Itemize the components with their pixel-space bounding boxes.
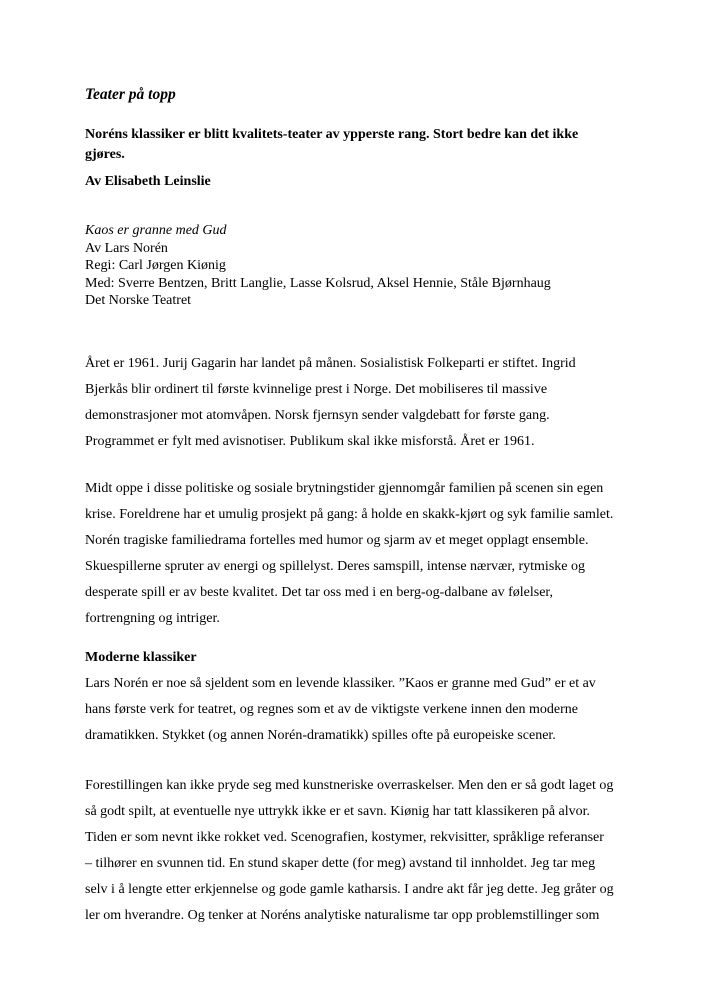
text-line: selv i å lengte etter erkjennelse og gode gamle katharsis. I andre akt får jeg dette. Jeg gråter og (85, 881, 614, 897)
text-line: Forestillingen kan ikke pryde seg med kunstneriske overraskelser. Men den er så godt laget og (85, 777, 614, 793)
body-paragraph-4 (85, 773, 647, 929)
article-byline: Av Elisabeth Leinslie (85, 174, 211, 189)
text-line: – tilhører en svunnen tid. En stund skaper dette (for meg) avstand til innholdet. Jeg tar meg (85, 855, 596, 871)
production-credits (85, 222, 647, 310)
text-line: Bjerkås blir ordinert til første kvinnelige prest i Norge. Det mobiliseres til massive (85, 381, 548, 397)
article-title: Teater på topp (85, 86, 176, 103)
article-lede (85, 125, 647, 165)
text-line: dramatikken. Stykket (og annen Norén-dramatikk) spilles ofte på europeiske scener. (85, 727, 556, 743)
text-line: Norén tragiske familiedrama fortelles med humor og sjarm av et meget opplagt ensemble. (85, 532, 589, 548)
credit-cast: Med: Sverre Bentzen, Britt Langlie, Lasse Kolsrud, Aksel Hennie, Ståle Bjørnhaug (85, 275, 551, 291)
text-line: Lars Norén er noe så sjeldent som en levende klassiker. ”Kaos er granne med Gud” er et av (85, 675, 596, 691)
text-line: Tiden er som nevnt ikke rokket ved. Scenografien, kostymer, rekvisitter, språklige referanser (85, 829, 604, 845)
text-line: hans første verk for teatret, og regnes som et av de viktigste verkene innen den moderne (85, 701, 578, 717)
text-line: Skuespillerne spruter av energi og spillelyst. Deres samspill, intense nærvær, rytmiske og (85, 558, 585, 574)
body-paragraph-3 (85, 671, 647, 749)
text-line: ler om hverandre. Og tenker at Noréns analytiske naturalisme tar opp problemstillinger som (85, 907, 600, 923)
text-line: Noréns klassiker er blitt kvalitets-teater av ypperste rang. Stort bedre kan det ikke (85, 127, 579, 142)
text-line: krise. Foreldrene har et umulig prosjekt på gang: å holde en skakk-kjørt og syk familie samlet. (85, 506, 614, 522)
text-line: så godt spilt, at eventuelle nye uttrykk ikke er et savn. Kiønig har tatt klassikeren på alvor. (85, 803, 591, 819)
text-line: desperate spill er av beste kvalitet. Det tar oss med i en berg-og-dalbane av følelser, (85, 584, 554, 600)
text-line: Året er 1961. Jurij Gagarin har landet på månen. Sosialistisk Folkeparti er stiftet. Ingrid (85, 355, 576, 371)
text-line: Programmet er fylt med avisnotiser. Publikum skal ikke misforstå. Året er 1961. (85, 433, 535, 449)
section-heading: Moderne klassiker (85, 649, 197, 665)
body-paragraph-2 (85, 476, 647, 632)
text-line: Midt oppe i disse politiske og sosiale brytningstider gjennomgår familien på scenen sin egen (85, 480, 604, 496)
text-line: demonstrasjoner mot atomvåpen. Norsk fjernsyn sender valgdebatt for første gang. (85, 407, 550, 423)
credit-playwright: Av Lars Norén (85, 240, 168, 256)
text-line: gjøres. (85, 147, 125, 162)
credit-play-title: Kaos er granne med Gud (85, 223, 227, 238)
credit-director: Regi: Carl Jørgen Kiønig (85, 258, 226, 273)
credit-theatre: Det Norske Teatret (85, 293, 192, 308)
body-paragraph-1 (85, 351, 647, 455)
text-line: fortrengning og intriger. (85, 610, 220, 626)
